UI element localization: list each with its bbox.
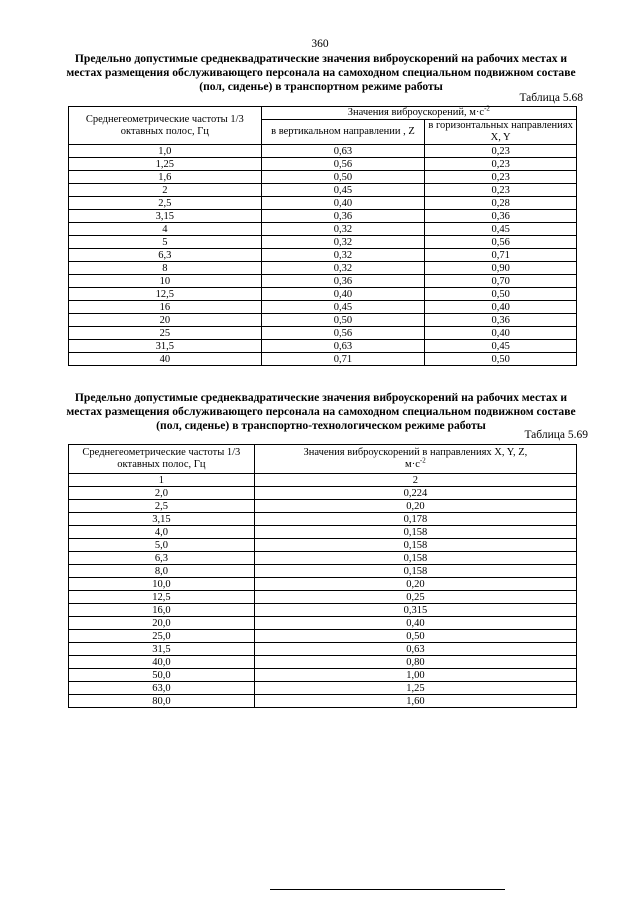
- table-5-68-caption: Таблица 5.68: [519, 92, 583, 104]
- value-cell: 1,25: [254, 682, 576, 695]
- value-cell: 0,40: [261, 197, 425, 210]
- value-cell: 0,50: [261, 171, 425, 184]
- value-cell: 0,45: [425, 340, 577, 353]
- table-row: [69, 223, 577, 236]
- value-cell: 0,315: [254, 604, 576, 617]
- frequency-cell: 40,0: [69, 656, 255, 669]
- frequency-cell: 2,5: [69, 500, 255, 513]
- value-cell: 0,45: [261, 301, 425, 314]
- value-cell: 0,71: [425, 249, 577, 262]
- value-cell: 0,23: [425, 171, 577, 184]
- table-5-68: [68, 106, 577, 366]
- value-cell: 0,23: [425, 184, 577, 197]
- frequency-cell: 4: [69, 223, 262, 236]
- table-row: [69, 617, 577, 630]
- table-row: [69, 487, 577, 500]
- table-5-69: [68, 444, 577, 708]
- frequency-cell: 3,15: [69, 513, 255, 526]
- table-5-69-body: [69, 474, 577, 708]
- table-row: [69, 249, 577, 262]
- value-cell: 0,158: [254, 539, 576, 552]
- frequency-cell: 5,0: [69, 539, 255, 552]
- table-row: [69, 695, 577, 708]
- value-cell: 0,63: [254, 643, 576, 656]
- value-cell: 0,45: [425, 223, 577, 236]
- frequency-cell: 1,0: [69, 145, 262, 158]
- table-row: [69, 513, 577, 526]
- frequency-cell: 16,0: [69, 604, 255, 617]
- value-cell: 0,224: [254, 487, 576, 500]
- table-row: [69, 591, 577, 604]
- page-number: 360: [311, 38, 329, 50]
- table-row: [69, 301, 577, 314]
- value-cell: 0,50: [254, 630, 576, 643]
- frequency-cell: 63,0: [69, 682, 255, 695]
- table-row: [69, 474, 577, 487]
- table-row: [69, 552, 577, 565]
- table-5-69-title: Предельно допустимые среднеквадратические значения виброускорений на рабочих местах и местах размещения обслуживающего персонала на самоходном специальном подвижном составе (пол, сиденье) в транспортно-технологическом режиме работы: [66, 391, 576, 432]
- header-frequency: Среднегеометрические частоты 1/3 октавных полос, Гц: [69, 107, 262, 145]
- header-frequency: Среднегеометрические частоты 1/3 октавных полос, Гц: [69, 445, 255, 474]
- value-cell: 0,158: [254, 526, 576, 539]
- value-cell: 0,32: [261, 249, 425, 262]
- table-row: [69, 236, 577, 249]
- frequency-cell: 10,0: [69, 578, 255, 591]
- header-vertical: в вертикальном направлении , Z: [261, 120, 425, 145]
- value-cell: 2: [254, 474, 576, 487]
- value-cell: 1,60: [254, 695, 576, 708]
- value-cell: 0,40: [425, 327, 577, 340]
- frequency-cell: 1,6: [69, 171, 262, 184]
- frequency-cell: 1: [69, 474, 255, 487]
- value-cell: 0,50: [425, 288, 577, 301]
- table-row: [69, 158, 577, 171]
- frequency-cell: 8: [69, 262, 262, 275]
- value-cell: 0,36: [425, 314, 577, 327]
- value-cell: 0,63: [261, 340, 425, 353]
- value-cell: 0,20: [254, 578, 576, 591]
- table-row: [69, 340, 577, 353]
- value-cell: 0,36: [261, 210, 425, 223]
- value-cell: 0,90: [425, 262, 577, 275]
- frequency-cell: 16: [69, 301, 262, 314]
- frequency-cell: 31,5: [69, 340, 262, 353]
- table-row: [69, 275, 577, 288]
- table-row: [69, 353, 577, 366]
- table-row: [69, 565, 577, 578]
- value-cell: 0,80: [254, 656, 576, 669]
- value-cell: 0,23: [425, 145, 577, 158]
- frequency-cell: 12,5: [69, 591, 255, 604]
- table-row: [69, 669, 577, 682]
- table-5-68-title: Предельно допустимые среднеквадратические значения виброускорений на рабочих местах и местах размещения обслуживающего персонала на самоходном специальном подвижном составе (пол, сиденье) в транспортном режиме работы: [66, 52, 576, 93]
- value-cell: 0,158: [254, 565, 576, 578]
- header-values: Значения виброускорений, $м\cdot с^{-2}$: [261, 107, 576, 120]
- value-cell: 0,25: [254, 591, 576, 604]
- table-row: [69, 197, 577, 210]
- value-cell: 0,40: [254, 617, 576, 630]
- frequency-cell: 40: [69, 353, 262, 366]
- value-cell: 0,20: [254, 500, 576, 513]
- value-cell: 0,56: [425, 236, 577, 249]
- table-row: [69, 262, 577, 275]
- value-cell: 0,32: [261, 223, 425, 236]
- value-cell: 0,40: [261, 288, 425, 301]
- value-cell: 0,70: [425, 275, 577, 288]
- frequency-cell: 2: [69, 184, 262, 197]
- value-cell: 0,56: [261, 327, 425, 340]
- frequency-cell: 12,5: [69, 288, 262, 301]
- header-horizontal: в горизонтальных направлениях X, Y: [425, 120, 577, 145]
- value-cell: 0,36: [261, 275, 425, 288]
- value-cell: 0,50: [425, 353, 577, 366]
- frequency-cell: 80,0: [69, 695, 255, 708]
- value-cell: 0,32: [261, 262, 425, 275]
- table-row: [69, 526, 577, 539]
- frequency-cell: 25,0: [69, 630, 255, 643]
- footer-line: [270, 889, 505, 890]
- table-row: [69, 643, 577, 656]
- table-row: [69, 327, 577, 340]
- frequency-cell: 8,0: [69, 565, 255, 578]
- value-cell: 0,23: [425, 158, 577, 171]
- value-cell: 0,36: [425, 210, 577, 223]
- value-cell: 1,00: [254, 669, 576, 682]
- table-5-68-body: [69, 145, 577, 366]
- frequency-cell: 2,5: [69, 197, 262, 210]
- table-row: [69, 604, 577, 617]
- value-cell: 0,40: [425, 301, 577, 314]
- table-row: [69, 539, 577, 552]
- table-row: [69, 500, 577, 513]
- frequency-cell: 6,3: [69, 552, 255, 565]
- value-cell: 0,63: [261, 145, 425, 158]
- frequency-cell: 4,0: [69, 526, 255, 539]
- table-row: [69, 578, 577, 591]
- frequency-cell: 31,5: [69, 643, 255, 656]
- frequency-cell: 5: [69, 236, 262, 249]
- frequency-cell: 2,0: [69, 487, 255, 500]
- value-cell: 0,32: [261, 236, 425, 249]
- value-cell: 0,50: [261, 314, 425, 327]
- table-row: [69, 171, 577, 184]
- table-row: [69, 314, 577, 327]
- value-cell: 0,71: [261, 353, 425, 366]
- table-row: [69, 145, 577, 158]
- value-cell: 0,45: [261, 184, 425, 197]
- value-cell: 0,158: [254, 552, 576, 565]
- value-cell: 0,28: [425, 197, 577, 210]
- frequency-cell: 50,0: [69, 669, 255, 682]
- table-5-69-caption: Таблица 5.69: [524, 429, 588, 441]
- frequency-cell: 6,3: [69, 249, 262, 262]
- table-row: [69, 184, 577, 197]
- table-row: [69, 288, 577, 301]
- frequency-cell: 25: [69, 327, 262, 340]
- frequency-cell: 3,15: [69, 210, 262, 223]
- table-row: [69, 682, 577, 695]
- frequency-cell: 10: [69, 275, 262, 288]
- frequency-cell: 20,0: [69, 617, 255, 630]
- header-values: Значения виброускорений в направлениях X, Y, Z, $м\cdot с^{-2}$: [254, 445, 576, 474]
- table-row: [69, 630, 577, 643]
- frequency-cell: 20: [69, 314, 262, 327]
- frequency-cell: 1,25: [69, 158, 262, 171]
- value-cell: 0,56: [261, 158, 425, 171]
- value-cell: 0,178: [254, 513, 576, 526]
- table-row: [69, 656, 577, 669]
- table-row: [69, 210, 577, 223]
